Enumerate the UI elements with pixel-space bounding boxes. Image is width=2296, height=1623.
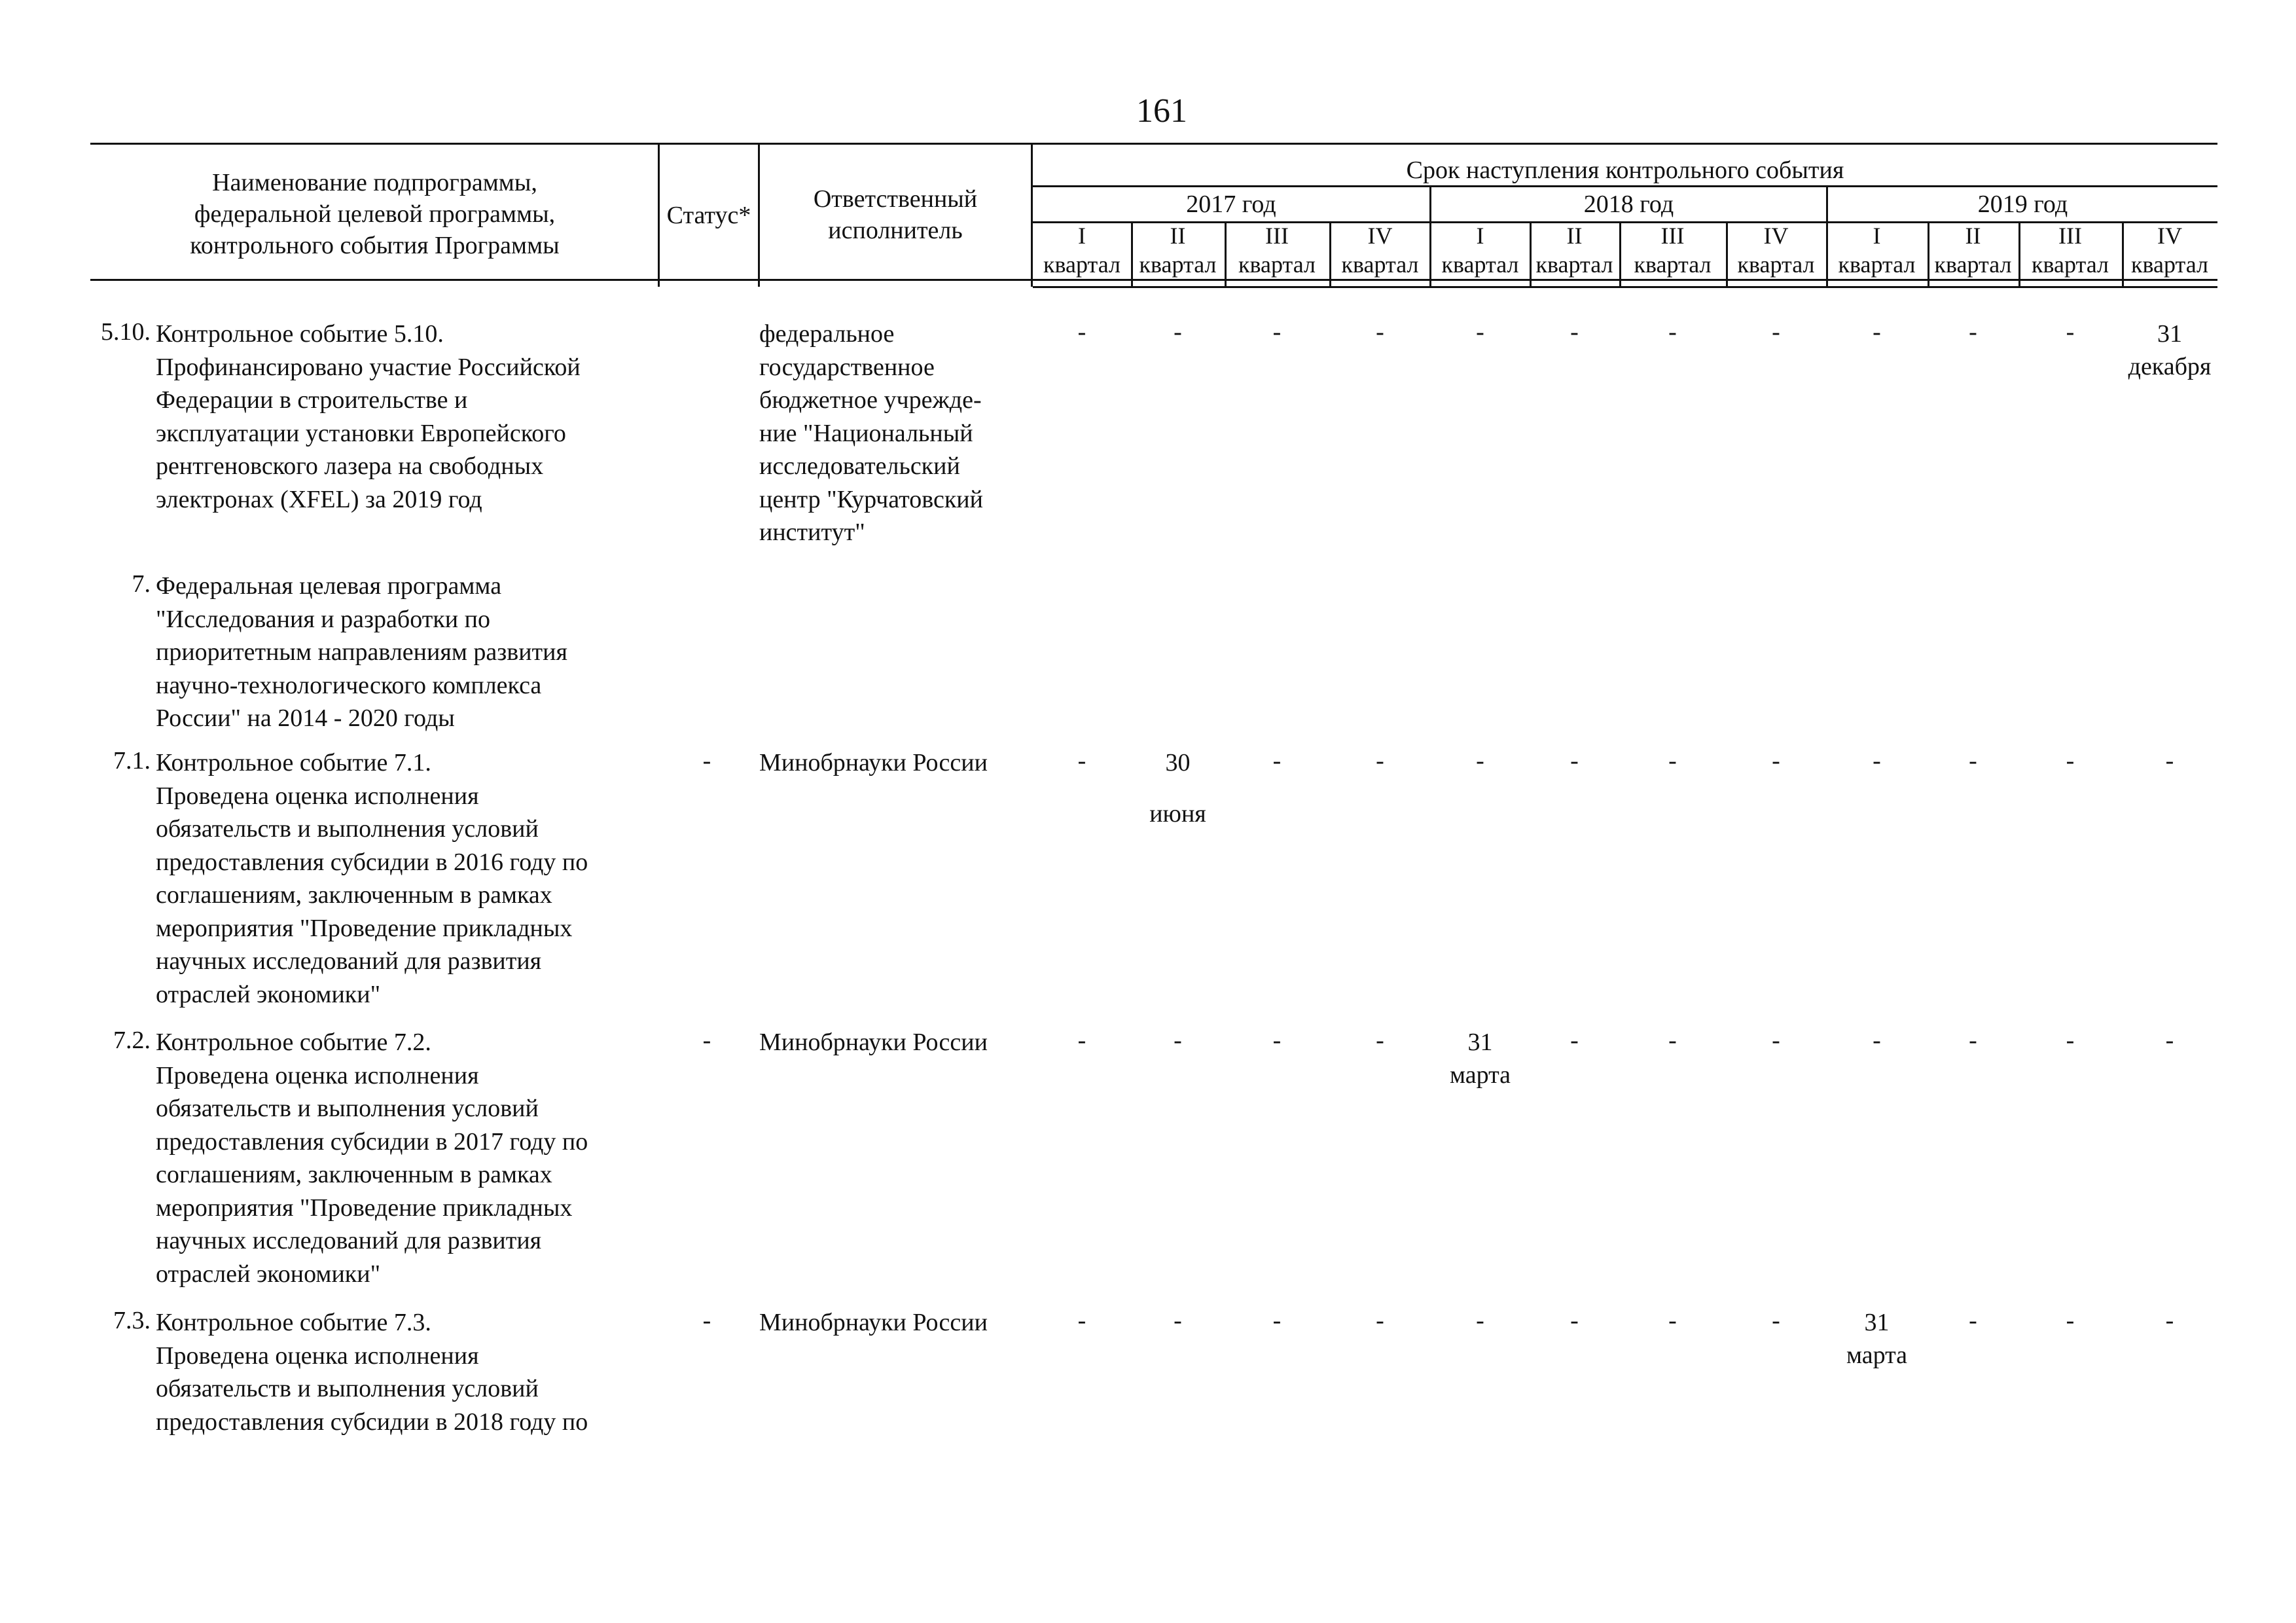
header-responsible-line: исполнитель	[828, 217, 963, 244]
page-number: 161	[1136, 92, 1187, 130]
quarter-value-dash: -	[1668, 318, 1677, 346]
quarter-number: IV	[1763, 223, 1789, 249]
quarter-word: квартал	[1535, 251, 1613, 278]
quarter-value-dash: -	[1077, 1307, 1086, 1334]
quarter-value-dash: -	[1376, 747, 1384, 775]
quarter-word: квартал	[1838, 251, 1916, 278]
quarter-number: IV	[1367, 223, 1393, 249]
row-responsible-line: исследовательский	[759, 452, 960, 480]
quarter-value-dash: -	[1174, 318, 1182, 346]
row-title-line: Контрольное событие 5.10.	[156, 320, 444, 348]
row-title-line: электронах (XFEL) за 2019 год	[156, 485, 482, 513]
row-title-line: рентгеновского лазера на свободных	[156, 452, 544, 480]
row-title-line: обязательств и выполнения условий	[156, 815, 539, 843]
quarter-value-dash: -	[2165, 747, 2174, 775]
row-responsible-line: Минобрнауки России	[759, 1029, 988, 1056]
row-title-line: России" на 2014 - 2020 годы	[156, 704, 455, 732]
quarter-number: IV	[2157, 223, 2182, 249]
quarter-value-dash: -	[1376, 1307, 1384, 1334]
quarter-header	[1431, 221, 1530, 279]
quarter-number: III	[1265, 223, 1289, 249]
quarter-value-dash: -	[1772, 1307, 1780, 1334]
row-title-line: предоставления субсидии в 2016 году по	[156, 848, 588, 876]
header-bottom-border-right	[1033, 286, 2217, 288]
quarter-value-dash: -	[1077, 318, 1086, 346]
quarter-value-dash: -	[2066, 318, 2075, 346]
quarter-header	[1619, 221, 1726, 279]
quarter-word: квартал	[1934, 251, 2012, 278]
row-number: 7.2.	[113, 1027, 151, 1054]
header-bottom-border	[90, 279, 2217, 281]
quarter-header	[1131, 221, 1225, 279]
row-title-line: Контрольное событие 7.1.	[156, 749, 431, 776]
quarter-value-dash: -	[1476, 318, 1484, 346]
date-month: декабря	[2128, 353, 2212, 380]
quarter-value-dash: -	[2165, 1027, 2174, 1054]
row-title-line: обязательств и выполнения условий	[156, 1375, 539, 1402]
quarter-value-dash: -	[1969, 747, 1977, 775]
header-name-line: контрольного события Программы	[190, 232, 560, 259]
date-day: 31	[1864, 1309, 1890, 1336]
row-title-line: Контрольное событие 7.2.	[156, 1029, 431, 1056]
quarter-value-dash: -	[2066, 1027, 2075, 1054]
row-title-line: соглашениям, заключенным в рамках	[156, 881, 552, 909]
quarter-value-date	[1431, 1026, 1530, 1091]
row-responsible-line: государственное	[759, 353, 935, 381]
table-top-border	[90, 143, 2217, 145]
quarter-header	[1033, 221, 1131, 279]
date-month: марта	[1846, 1341, 1908, 1369]
header-year-2018: 2018 год	[1583, 191, 1674, 218]
row-title-line: обязательств и выполнения условий	[156, 1095, 539, 1122]
row-title-line: Федеральная целевая программа	[156, 572, 502, 600]
quarter-number: II	[1965, 223, 1981, 249]
row-number: 7.	[132, 570, 151, 598]
quarter-value-dash: -	[2165, 1307, 2174, 1334]
quarter-header	[2018, 221, 2122, 279]
quarter-value-dash: -	[1077, 1027, 1086, 1054]
row-title-line: Проведена оценка исполнения	[156, 782, 479, 810]
row-title-line: соглашениям, заключенным в рамках	[156, 1161, 552, 1188]
quarter-number: I	[1078, 223, 1086, 249]
quarter-value-dash: -	[1570, 747, 1579, 775]
quarter-value-dash: -	[1873, 1027, 1881, 1054]
row-number: 7.3.	[113, 1307, 151, 1334]
quarter-value-dash: -	[1376, 1027, 1384, 1054]
quarter-value-dash: -	[1570, 1307, 1579, 1334]
quarter-header	[1329, 221, 1431, 279]
quarter-value-date	[2122, 318, 2217, 383]
quarter-value-dash: -	[1668, 1027, 1677, 1054]
row-number: 7.1.	[113, 747, 151, 775]
quarter-value-dash: -	[1077, 747, 1086, 775]
quarter-header	[1928, 221, 2018, 279]
header-year-2017: 2017 год	[1186, 191, 1276, 218]
row-title-line: отраслей экономики"	[156, 1260, 381, 1288]
quarter-value-dash: -	[1174, 1307, 1182, 1334]
quarter-value-dash: -	[1668, 1307, 1677, 1334]
row-responsible	[759, 318, 1034, 549]
quarter-word: квартал	[1441, 251, 1519, 278]
quarter-value-dash: -	[1570, 318, 1579, 346]
quarter-word: квартал	[2032, 251, 2109, 278]
quarter-value-dash: -	[1873, 318, 1881, 346]
row-title-line: предоставления субсидии в 2018 году по	[156, 1408, 588, 1436]
row-title-line: научных исследований для развития	[156, 947, 542, 975]
quarter-value-dash: -	[1476, 747, 1484, 775]
quarter-number: III	[1660, 223, 1685, 249]
row-title-line: Федерации в строительстве и	[156, 386, 468, 414]
date-day: 31	[1467, 1029, 1493, 1056]
row-responsible	[759, 746, 1034, 780]
date-month: июня	[1149, 800, 1206, 828]
quarter-value-dash: -	[1272, 1307, 1282, 1334]
quarter-word: квартал	[1737, 251, 1815, 278]
row-status: -	[702, 747, 711, 775]
row-title	[156, 1026, 653, 1290]
row-status: -	[702, 1027, 711, 1054]
quarter-value-dash: -	[1272, 318, 1282, 346]
quarter-value-dash: -	[1969, 318, 1977, 346]
header-deadline-title: Срок наступления контрольного события	[1406, 156, 1844, 184]
header-responsible-col	[760, 183, 1031, 246]
quarter-number: II	[1170, 223, 1186, 249]
quarter-number: II	[1566, 223, 1583, 249]
row-status: -	[702, 1307, 711, 1334]
row-responsible-line: центр "Курчатовский	[759, 485, 983, 513]
header-year-2019: 2019 год	[1977, 191, 2068, 218]
row-responsible-line: бюджетное учрежде-	[759, 386, 982, 414]
quarter-word: квартал	[1238, 251, 1316, 278]
quarter-value-dash: -	[1476, 1307, 1484, 1334]
quarter-header	[1826, 221, 1928, 279]
row-responsible-line: Минобрнауки России	[759, 749, 988, 776]
row-title-line: отраслей экономики"	[156, 980, 381, 1008]
date-day: 30	[1165, 749, 1191, 776]
quarter-value-date	[1826, 1306, 1928, 1372]
quarter-header	[1530, 221, 1619, 279]
row-title-line: Проведена оценка исполнения	[156, 1061, 479, 1089]
quarter-word: квартал	[1341, 251, 1419, 278]
header-responsible-line: Ответственный	[813, 185, 978, 213]
quarter-word: квартал	[1634, 251, 1712, 278]
row-title-line: приоритетным направлениям развития	[156, 638, 567, 666]
quarter-value-dash: -	[1570, 1027, 1579, 1054]
quarter-value-date	[1131, 746, 1225, 830]
quarter-word: квартал	[2131, 251, 2208, 278]
row-responsible-line: федеральное	[759, 320, 895, 348]
row-title	[156, 318, 653, 516]
quarter-number: I	[1873, 223, 1881, 249]
row-title-line: Контрольное событие 7.3.	[156, 1309, 431, 1336]
quarter-header	[2122, 221, 2217, 279]
row-title-line: мероприятия "Проведение прикладных	[156, 1194, 573, 1222]
quarter-value-dash: -	[1668, 747, 1677, 775]
header-name-line: федеральной целевой программы,	[194, 200, 556, 228]
row-title-line: Профинансировано участие Российской	[156, 353, 581, 381]
header-name-line: Наименование подпрограммы,	[212, 169, 537, 196]
quarter-value-dash: -	[1174, 1027, 1182, 1054]
quarter-value-dash: -	[1873, 747, 1881, 775]
row-title-line: научных исследований для развития	[156, 1227, 542, 1254]
row-title	[156, 1306, 653, 1438]
header-status-col: Статус*	[666, 202, 751, 229]
row-title	[156, 746, 653, 1011]
row-title-line: предоставления субсидии в 2017 году по	[156, 1127, 588, 1156]
quarter-value-dash: -	[1772, 747, 1780, 775]
date-month: марта	[1449, 1061, 1511, 1089]
row-title-line: "Исследования и разработки по	[156, 605, 490, 633]
row-title-line: Проведена оценка исполнения	[156, 1341, 479, 1370]
quarter-value-dash: -	[1376, 318, 1384, 346]
row-responsible-line: ние "Национальный	[759, 419, 973, 447]
row-responsible	[759, 1306, 1034, 1340]
row-title-line: научно-технологического комплекса	[156, 671, 542, 699]
quarter-value-dash: -	[1772, 318, 1780, 346]
quarter-number: III	[2058, 223, 2082, 249]
quarter-value-dash: -	[1272, 1027, 1282, 1054]
row-title-line: мероприятия "Проведение прикладных	[156, 914, 573, 942]
quarter-value-dash: -	[1272, 747, 1282, 775]
quarter-header	[1726, 221, 1826, 279]
quarter-header	[1225, 221, 1329, 279]
row-responsible-line: институт"	[759, 519, 865, 546]
row-title	[156, 570, 653, 735]
quarter-value-dash: -	[2066, 747, 2075, 775]
row-number: 5.10.	[101, 318, 151, 346]
quarter-word: квартал	[1043, 251, 1121, 278]
row-title-line: эксплуатации установки Европейского	[156, 419, 566, 447]
quarter-word: квартал	[1139, 251, 1217, 278]
quarter-value-dash: -	[1969, 1307, 1977, 1334]
quarter-value-dash: -	[1772, 1027, 1780, 1054]
date-day: 31	[2157, 320, 2182, 348]
row-responsible-line: Минобрнауки России	[759, 1309, 988, 1336]
header-name-col	[92, 167, 658, 261]
quarter-value-dash: -	[2066, 1307, 2075, 1334]
row-responsible	[759, 1026, 1034, 1059]
quarter-value-dash: -	[1969, 1027, 1977, 1054]
quarter-number: I	[1476, 223, 1484, 249]
